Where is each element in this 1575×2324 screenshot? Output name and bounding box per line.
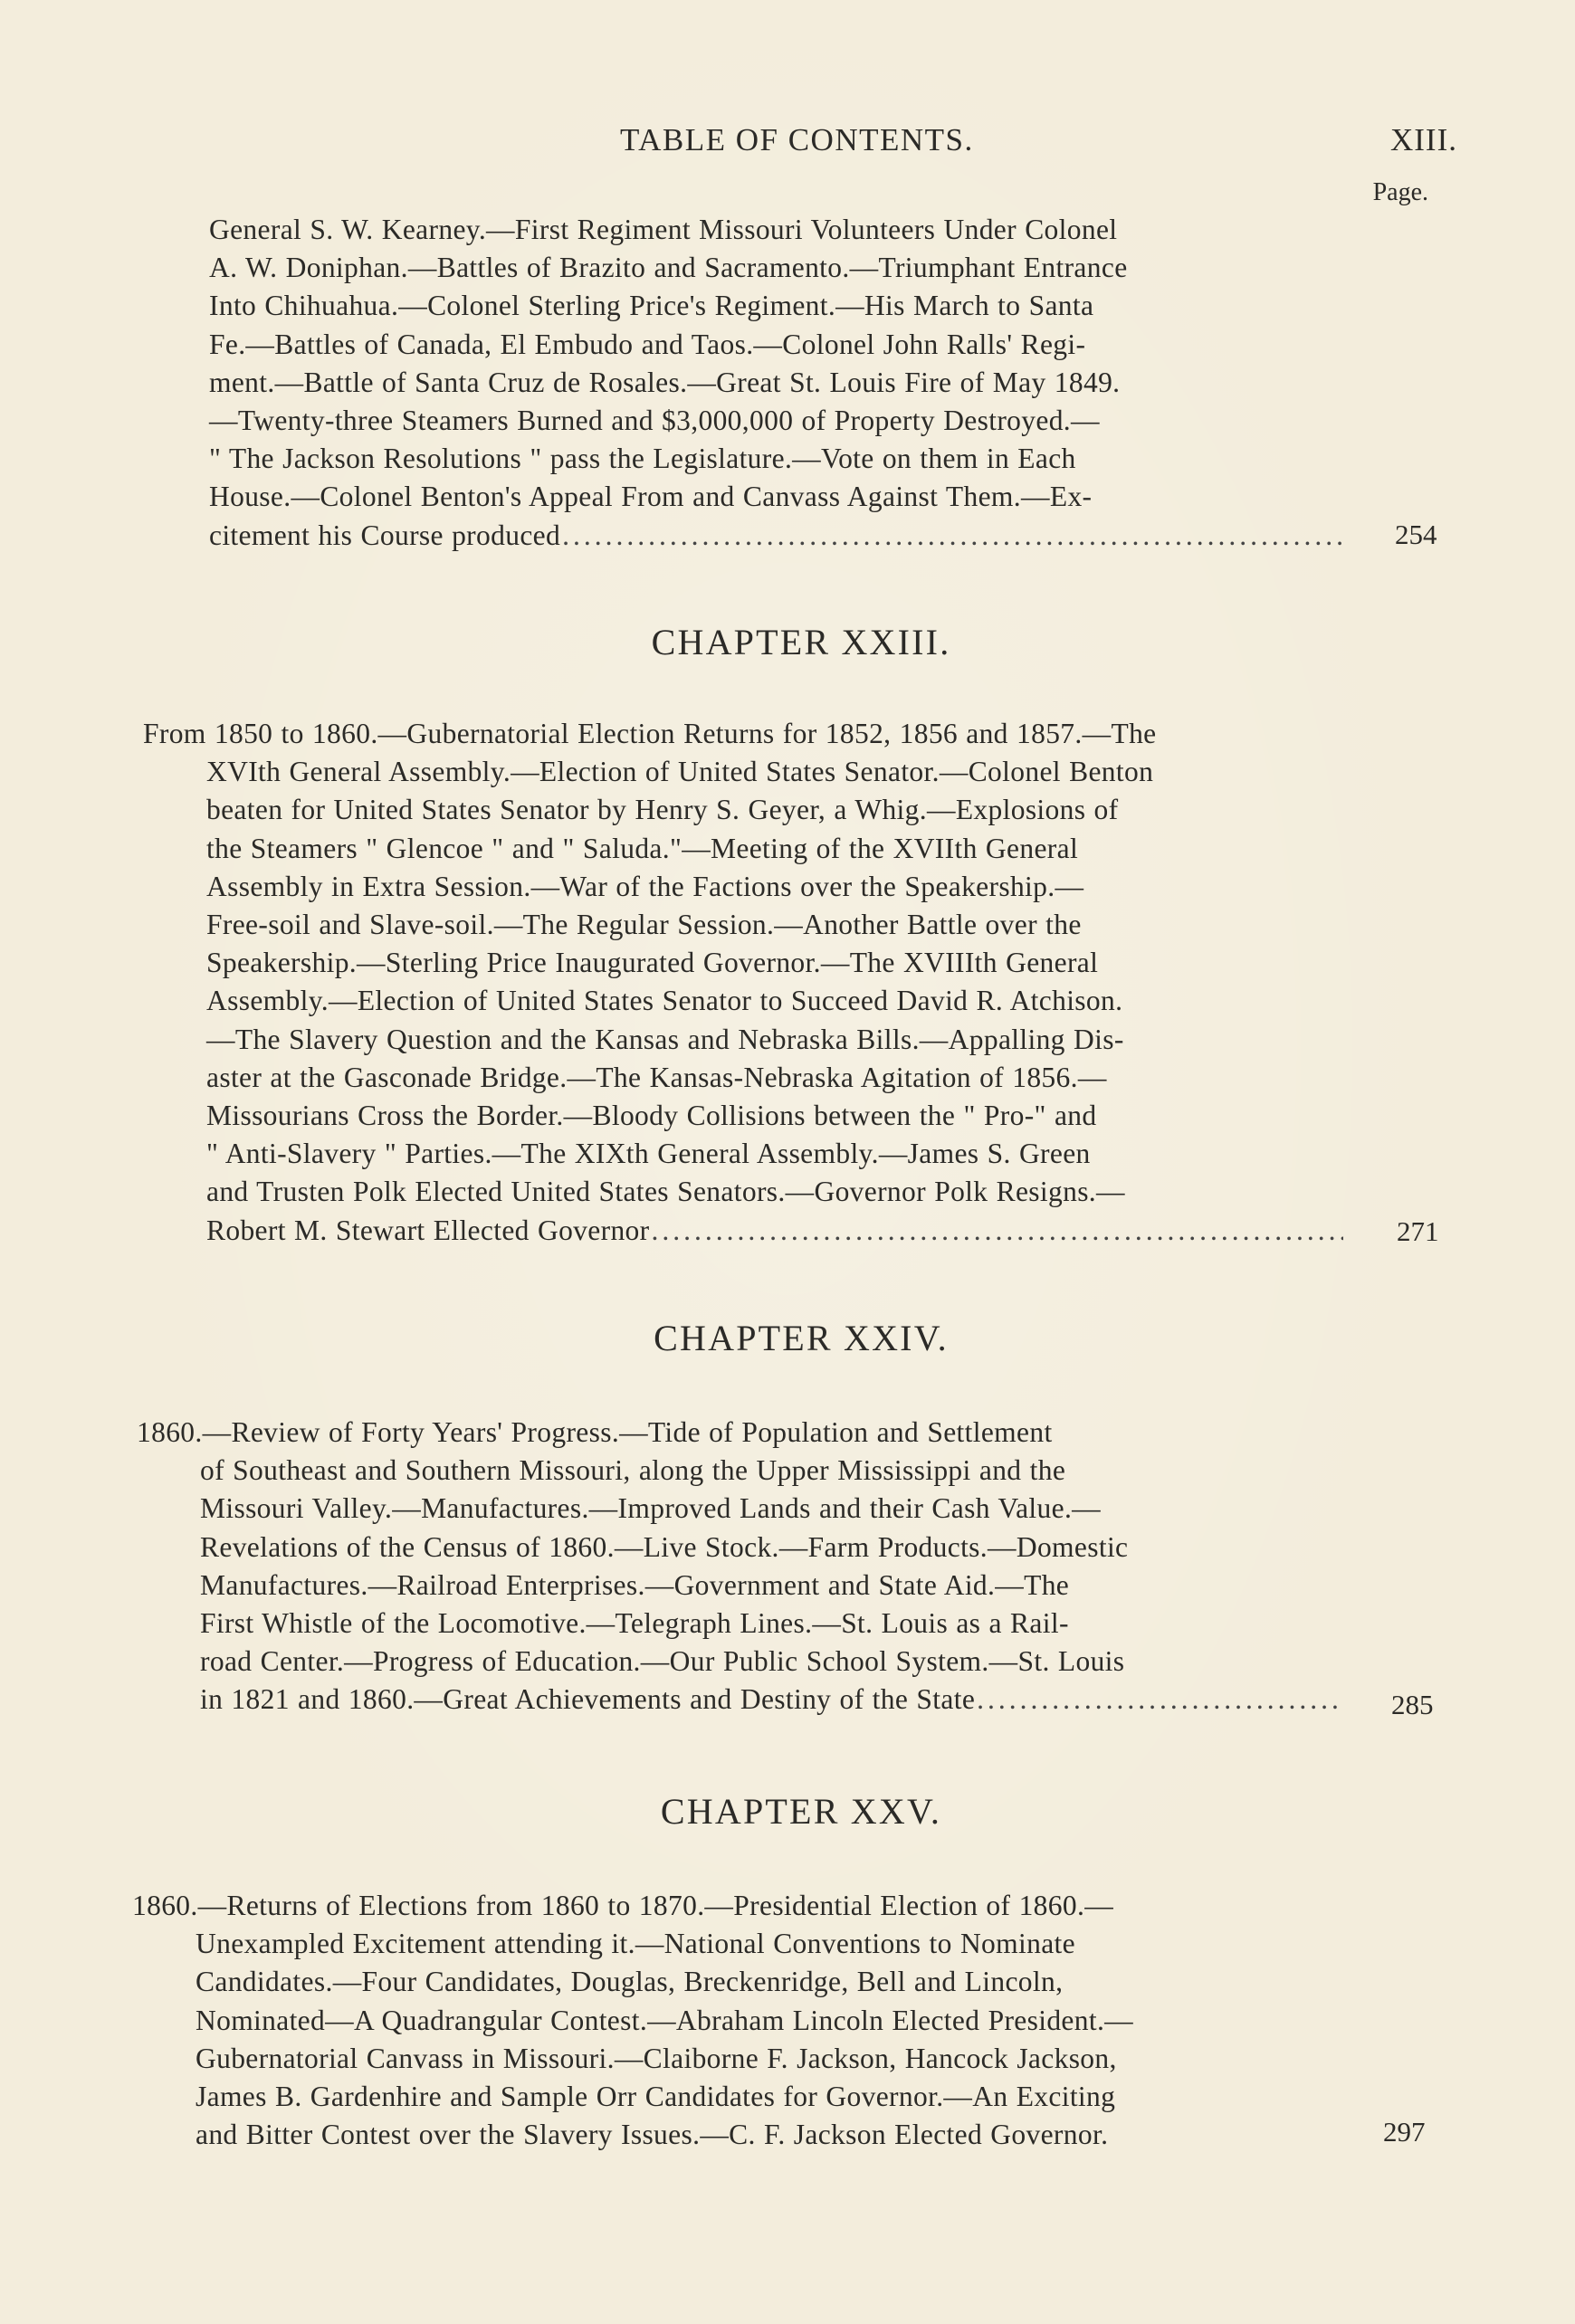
entry-line: Into Chihuahua.—Colonel Sterling Price's Regiment.—His March to Santa — [209, 290, 1094, 322]
entry-line: the Steamers " Glencoe " and " Saluda."—Meeting of the XVIIth General — [206, 832, 1079, 864]
entry-line: aster at the Gasconade Bridge.—The Kansas-Nebraska Agitation of 1856.— — [206, 1061, 1107, 1093]
running-head — [208, 122, 1457, 167]
toc-entry-xxv — [132, 1887, 1345, 2154]
entry-lead-line: From 1850 to 1860.—Gubernatorial Election Returns for 1852, 1856 and 1857.—The — [143, 718, 1157, 749]
entry-line: Nominated—A Quadrangular Contest.—Abraham Lincoln Elected President.— — [196, 2004, 1134, 2036]
page-number-297: 297 — [1383, 2116, 1426, 2148]
entry-last-line — [209, 517, 1351, 555]
entry-line: Assembly in Extra Session.—War of the Factions over the Speakership.— — [206, 870, 1084, 902]
chapter-heading-xxiii: CHAPTER XXIII. — [651, 622, 951, 662]
chapter-heading-xxiv: CHAPTER XXIV. — [654, 1318, 949, 1358]
page-column-label: Page. — [1372, 178, 1428, 206]
entry-line: Manufactures.—Railroad Enterprises.—Government and State Aid.—The — [200, 1568, 1070, 1601]
entry-line: and Bitter Contest over the Slavery Issues.—C. F. Jackson Elected Governor. — [196, 2119, 1109, 2151]
dot-leader — [977, 1681, 1341, 1719]
entry-line: in 1821 and 1860.—Great Achievements and Destiny of the State — [200, 1683, 976, 1716]
page-number-271: 271 — [1397, 1215, 1439, 1247]
entry-line: XVIth General Assembly.—Election of United States Senator.—Colonel Benton — [206, 756, 1154, 788]
entry-line: First Whistle of the Locomotive.—Telegraph Lines.—St. Louis as a Rail- — [200, 1607, 1069, 1640]
entry-line: Free-soil and Slave-soil.—The Regular Session.—Another Battle over the — [206, 909, 1082, 941]
entry-line: citement his Course produced — [209, 519, 561, 551]
entry-line: and Trusten Polk Elected United States Senators.—Governor Polk Resigns.— — [206, 1176, 1125, 1208]
entry-line: of Southeast and Southern Missouri, along the Upper Mississippi and the — [200, 1454, 1066, 1487]
entry-line: House.—Colonel Benton's Appeal From and Canvass Against Them.—Ex- — [209, 481, 1093, 513]
toc-entry-xxiv — [137, 1414, 1347, 1719]
page-number-285: 285 — [1391, 1689, 1434, 1720]
entry-line: " The Jackson Resolutions " pass the Legislature.—Vote on them in Each — [209, 443, 1076, 475]
entry-line: beaten for United States Senator by Henry S. Geyer, a Whig.—Explosions of — [206, 794, 1119, 826]
entry-lead-line: 1860.—Review of Forty Years' Progress.—Tide of Population and Settlement — [137, 1416, 1053, 1448]
entry-line: Robert M. Stewart Ellected Governor — [206, 1214, 650, 1246]
entry-line: James B. Gardenhire and Sample Orr Candidates for Governor.—An Exciting — [196, 2081, 1116, 2113]
toc-entry-xxiii — [143, 715, 1349, 1250]
entry-line: Gubernatorial Canvass in Missouri.—Claiborne F. Jackson, Hancock Jackson, — [196, 2042, 1117, 2074]
entry-line: —The Slavery Question and the Kansas and Nebraska Bills.—Appalling Dis- — [206, 1023, 1124, 1055]
entry-line: Speakership.—Sterling Price Inaugurated Governor.—The XVIIIth General — [206, 947, 1099, 979]
entry-line: Fe.—Battles of Canada, El Embudo and Taos.—Colonel John Ralls' Regi- — [209, 328, 1086, 360]
entry-line: ment.—Battle of Santa Cruz de Rosales.—Great St. Louis Fire of May 1849. — [209, 366, 1121, 398]
entry-line: Missourians Cross the Border.—Bloody Collisions between the " Pro-" and — [206, 1100, 1097, 1132]
entry-line: " Anti-Slavery " Parties.—The XIXth General Assembly.—James S. Green — [206, 1138, 1091, 1170]
entry-line: General S. W. Kearney.—First Regiment Missouri Volunteers Under Colonel — [209, 214, 1118, 245]
entry-line: Missouri Valley.—Manufactures.—Improved Lands and their Cash Value.— — [200, 1492, 1102, 1525]
page-title: TABLE OF CONTENTS. — [620, 122, 974, 157]
entry-line: A. W. Doniphan.—Battles of Brazito and Sacramento.—Triumphant Entrance — [209, 252, 1128, 284]
page-numeral: XIII. — [1390, 122, 1457, 157]
dot-leader — [652, 1212, 1344, 1250]
page-number-254: 254 — [1395, 519, 1437, 550]
entry-line: road Center.—Progress of Education.—Our Public School System.—St. Louis — [200, 1645, 1125, 1678]
dot-leader — [562, 517, 1346, 555]
entry-line: —Twenty-three Steamers Burned and $3,000,000 of Property Destroyed.— — [209, 405, 1100, 437]
entry-lead-line: 1860.—Returns of Elections from 1860 to 1870.—Presidential Election of 1860.— — [132, 1890, 1114, 1921]
entry-last-line — [200, 1681, 1347, 1719]
chapter-heading-xxv: CHAPTER XXV. — [660, 1791, 942, 1832]
entry-line: Revelations of the Census of 1860.—Live Stock.—Farm Products.—Domestic — [200, 1530, 1129, 1563]
entry-line: Assembly.—Election of United States Senator to Succeed David R. Atchison. — [206, 985, 1123, 1017]
entry-line: Candidates.—Four Candidates, Douglas, Breckenridge, Bell and Lincoln, — [196, 1966, 1064, 1998]
entry-last-line — [206, 1212, 1349, 1250]
toc-entry-continued — [209, 211, 1351, 555]
entry-line: Unexampled Excitement attending it.—National Conventions to Nominate — [196, 1928, 1075, 1960]
